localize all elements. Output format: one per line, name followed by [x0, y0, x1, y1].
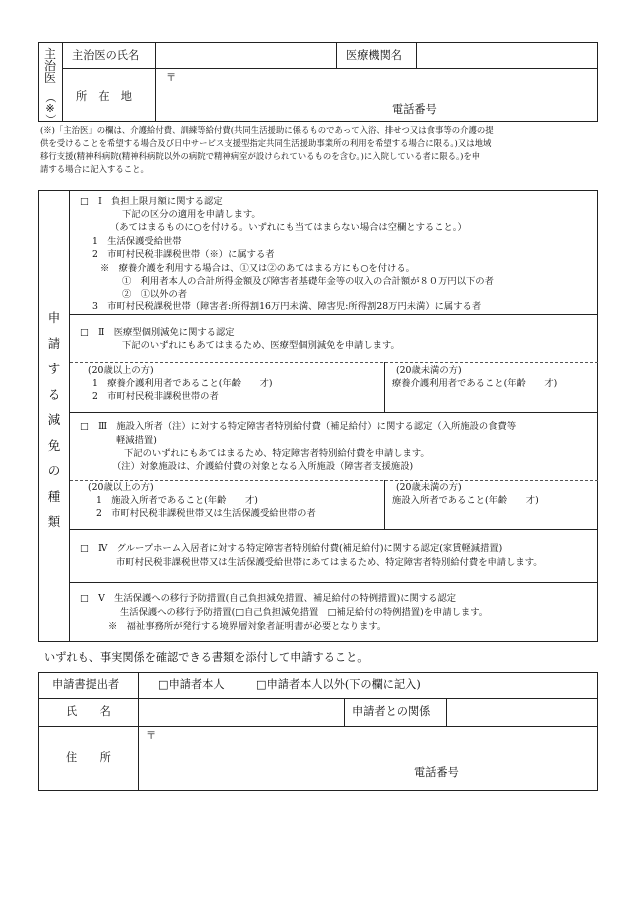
applicant-address-label: 住 所: [66, 751, 111, 764]
applicant-phone-label: 電話番号: [414, 766, 459, 779]
relation-field[interactable]: [447, 699, 597, 725]
relation-label: 申請者との関係: [352, 705, 431, 718]
physician-address-field[interactable]: [156, 69, 597, 121]
section-5-checkbox[interactable]: □ Ⅴ 生活保護への移行予防措置(自己負担減免措置、補足給付の特例措置)に関する認定: [80, 593, 457, 604]
applicant-name-field[interactable]: [139, 699, 343, 725]
physician-name-field[interactable]: [156, 43, 335, 67]
reduction-side-label: 申 請 す る 減 免 の 種 類: [47, 310, 61, 529]
section-2-checkbox[interactable]: □ Ⅱ 医療型個別減免に関する認定: [80, 327, 235, 338]
submitter-option-other[interactable]: □申請者本人以外(下の欄に記入): [256, 678, 421, 691]
physician-name-label: 主治医の氏名: [72, 49, 140, 62]
applicant-name-label: 氏 名: [66, 705, 111, 718]
applicant-address-field[interactable]: [139, 727, 597, 790]
section-3-checkbox[interactable]: □ Ⅲ 施設入所者（注）に対する特定障害者特別給付費（補足給付）に関する認定（入所施設の食費等: [80, 421, 517, 432]
institution-field[interactable]: [417, 43, 597, 67]
section-1-checkbox[interactable]: □ Ⅰ 負担上限月額に関する認定: [80, 196, 223, 207]
submitter-option-self[interactable]: □申請者本人: [158, 678, 225, 691]
section-4-checkbox[interactable]: □ Ⅳ グループホーム入居者に対する特定障害者特別給付費(補足給付)に関する認定(家賃軽減措置): [80, 543, 503, 554]
attach-note: いずれも、事実関係を確認できる書類を添付して申請すること。: [44, 651, 369, 664]
submitter-label: 申請書提出者: [52, 678, 120, 691]
institution-label: 医療機関名: [346, 49, 402, 62]
physician-address-label: 所 在 地: [76, 90, 132, 103]
postal-mark: 〒: [166, 73, 177, 84]
physician-phone-label: 電話番号: [392, 103, 437, 116]
physician-side-label: 主 治 医 （ ※ ）: [43, 47, 57, 125]
applicant-postal-mark: 〒: [146, 731, 157, 742]
